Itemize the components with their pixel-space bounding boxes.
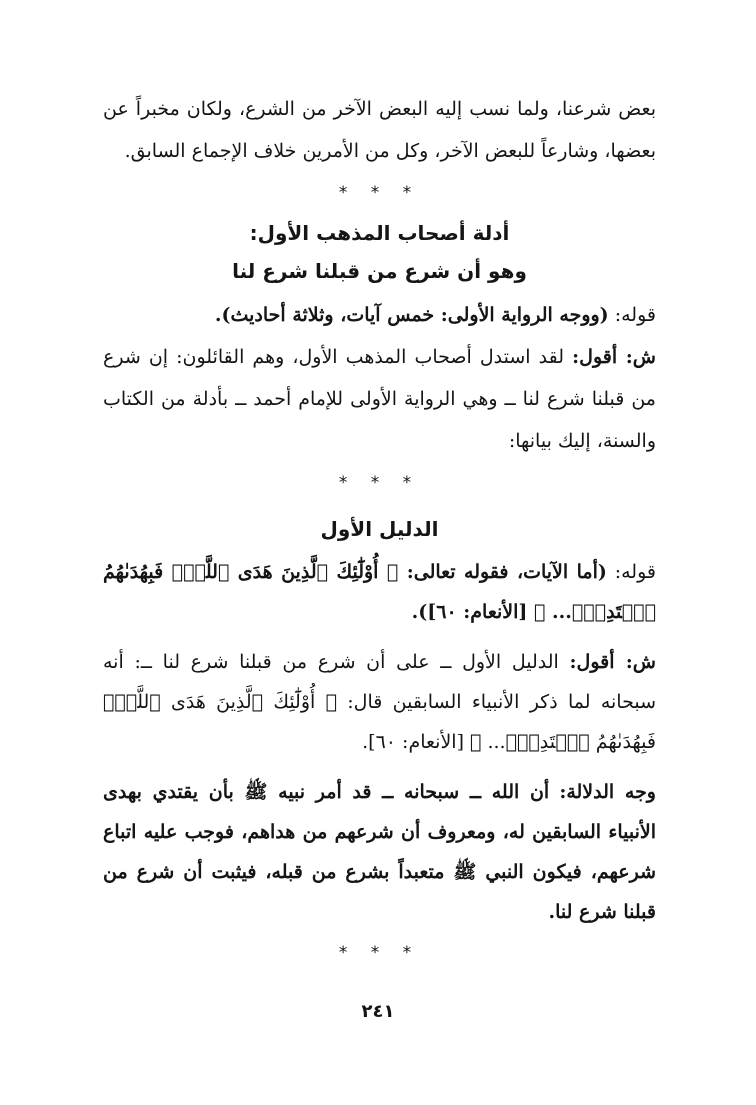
answer-text: الدليل الأول ــ على أن شرع من قبلنا شرع لنا ــ: أنه سبحانه لما ذكر الأنبياء السابقين قال: ﴿ أُوْلَٰٓئِكَ ٱلَّذِينَ هَدَى ٱللَّهُۖ فَبِهُدَىٰهُمُ ٱقۡتَدِهۡۗ... ﴾ [الأنعام: ٦٠]. <box>103 651 656 753</box>
quote-paragraph-2 <box>103 552 656 632</box>
separator-stars: * * * <box>338 183 421 203</box>
evidence-text: أن الله ــ سبحانه ــ قد أمر نبيه ﷺ بأن يقتدي بهدى الأنبياء السابقين له، ومعروف أن شرعهم من هداهم، فوجب عليه اتباع شرعهم، فيكون النبي ﷺ متعبداً بشرع من قبله، فيثبت أن شرع من قبلنا شرع لنا. <box>103 781 656 923</box>
page-number: ٢٤١ <box>361 1001 395 1022</box>
separator-stars: * * * <box>338 943 421 963</box>
quote-text: (أما الآيات، فقوله تعالى: ﴿ أُوْلَٰٓئِكَ ٱلَّذِينَ هَدَى ٱللَّهُۖ فَبِهُدَىٰهُمُ ٱقۡتَدِهۡۗ... ﴾ [الأنعام: ٦٠]). <box>103 561 656 623</box>
page-body <box>103 88 656 974</box>
answer-paragraph-1 <box>103 336 656 462</box>
answer-lead: ش: أقول: <box>569 651 656 673</box>
evidence-lead: وجه الدلالة: <box>559 781 656 803</box>
quote-text: (ووجه الرواية الأولى: خمس آيات، وثلاثة أحاديث). <box>214 304 609 326</box>
quote-paragraph-1 <box>103 294 656 336</box>
quote-lead: قوله: <box>614 304 656 326</box>
answer-paragraph-2 <box>103 642 656 762</box>
intro-text: بعض شرعنا، ولما نسب إليه البعض الآخر من الشرع، ولكان مخبراً عن بعضها، وشارعاً للبعض الآخر، وكل من الأمرين خلاف الإجماع السابق. <box>103 98 656 162</box>
section-heading-line1: أدلة أصحاب المذهب الأول: <box>249 221 510 245</box>
intro-paragraph <box>103 88 656 172</box>
separator-stars: * * * <box>338 473 421 493</box>
evidence-paragraph <box>103 772 656 932</box>
answer-text: لقد استدل أصحاب المذهب الأول، وهم القائلون: إن شرع من قبلنا شرع لنا ــ وهي الرواية الأولى للإمام أحمد ــ بأدلة من الكتاب والسنة، إليك بيانها: <box>103 346 656 452</box>
first-proof-heading: الدليل الأول <box>320 517 439 541</box>
answer-lead: ش: أقول: <box>572 346 656 368</box>
section-heading-line2: وهو أن شرع من قبلنا شرع لنا <box>232 259 527 283</box>
quote-lead: قوله: <box>614 561 656 583</box>
